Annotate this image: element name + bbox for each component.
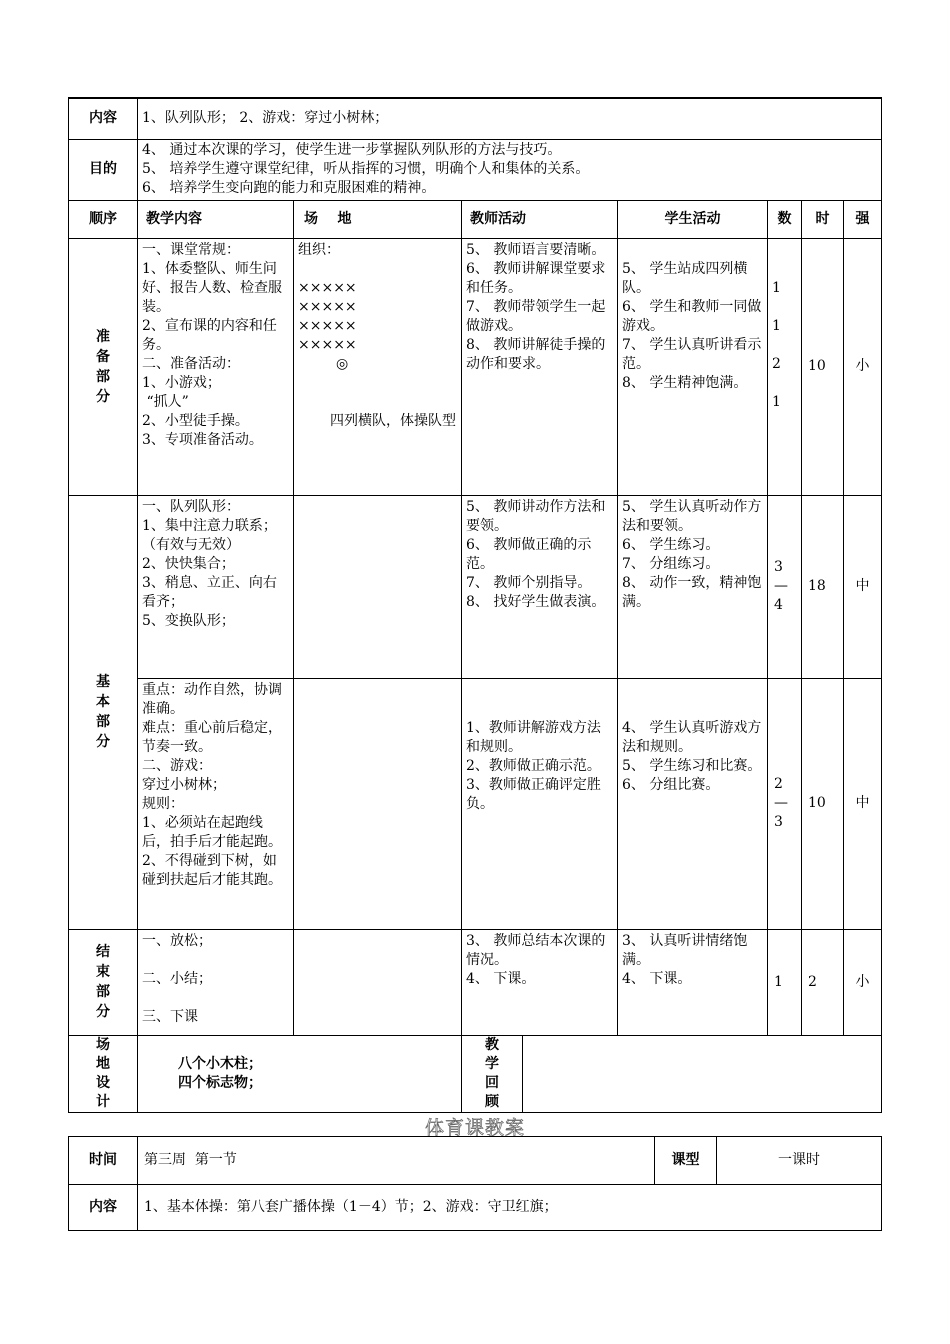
page-caption: 体育课教案: [424, 1117, 525, 1139]
header-teaching-content: 教学内容: [138, 200, 294, 238]
content2-value: 1、基本体操：第八套广播体操（1－4）节；2、游戏：守卫红旗；: [138, 1185, 882, 1231]
header-intensity: 强: [844, 200, 882, 238]
content2-label: 内容: [69, 1185, 138, 1231]
prep-teacher: 5、 教师语言要清晰。 6、 教师讲解课堂要求和任务。 7、 教师带领学生一起做游戏。 8、 教师讲解徒手操的动作和要求。: [462, 238, 618, 495]
basic2-intensity: 中: [844, 678, 882, 929]
end-content: 一、放松； 二、小结； 三、下课: [138, 929, 294, 1035]
basic2-time: 10: [802, 678, 844, 929]
lesson-plan-table: [68, 97, 882, 1113]
header-order: 顺序: [69, 200, 138, 238]
header-time: 时: [802, 200, 844, 238]
prep-counts: 1 1 2 1: [768, 238, 802, 495]
teaching-review-label: 教 学 回 顾: [462, 1036, 523, 1112]
formation-row: ×××××: [298, 298, 357, 315]
end-count: 1: [768, 929, 802, 1035]
basic1-time: 18: [802, 495, 844, 678]
teacher-position-icon: ◎: [336, 355, 349, 372]
end-student: 3、 认真听讲情绪饱满。 4、 下课。: [618, 929, 768, 1035]
basic1-content: 一、队列队形： 1、集中注意力联系； （有效与无效） 2、快快集合； 3、稍息、立正、向右看齐； 5、变换队形；: [138, 495, 294, 678]
formation-row: ×××××: [298, 317, 357, 334]
header-venue: 场 地: [294, 200, 462, 238]
formation-row: ×××××: [298, 279, 357, 296]
end-intensity: 小: [844, 929, 882, 1035]
formation-row: ×××××: [298, 336, 357, 353]
basic1-venue: [294, 495, 462, 678]
basic2-count: 2 — 3: [768, 678, 802, 929]
basic2-student: 4、 学生认真听游戏方法和规则。 5、 学生练习和比赛。 6、 分组比赛。: [618, 678, 768, 929]
venue-note: 四列横队，体操队型: [330, 412, 456, 429]
time-value: 第三周 第一节: [138, 1137, 655, 1185]
prep-intensity: 小: [844, 238, 882, 495]
goal-line: 4、 通过本次课的学习，使学生进一步掌握队列队形的方法与技巧。: [142, 141, 562, 158]
lesson-info-table: [68, 1136, 882, 1231]
teaching-review-body: [523, 1036, 881, 1112]
lesson-type-value: 一课时: [717, 1137, 882, 1185]
header-student-activity: 学生活动: [618, 200, 768, 238]
lesson-type-label: 课型: [655, 1137, 717, 1185]
prep-student: 5、 学生站成四列横队。 6、 学生和教师一同做游戏。 7、 学生认真听讲看示范。 8、 学生精神饱满。: [618, 238, 768, 495]
goal-line: 6、 培养学生变向跑的能力和克服困难的精神。: [142, 179, 436, 196]
content-value: 1、队列队形； 2、游戏：穿过小树林；: [138, 98, 882, 139]
site-design-items: 八个小木柱； 四个标志物；: [138, 1035, 462, 1112]
basic1-intensity: 中: [844, 495, 882, 678]
end-teacher: 3、 教师总结本次课的情况。 4、 下课。: [462, 929, 618, 1035]
end-time: 2: [802, 929, 844, 1035]
basic-section-label: 基 本 部 分: [69, 495, 138, 929]
basic2-teacher: 1、教师讲解游戏方法和规则。 2、教师做正确示范。 3、教师做正确评定胜负。: [462, 678, 618, 929]
prep-time: 10: [802, 238, 844, 495]
goal-label: 目的: [69, 139, 138, 200]
end-venue: [294, 929, 462, 1035]
content-label: 内容: [69, 98, 138, 139]
prep-section-label: 准 备 部 分: [69, 238, 138, 495]
basic1-student: 5、 学生认真听动作方法和要领。 6、 学生练习。 7、 分组练习。 8、 动作一致，精神饱满。: [618, 495, 768, 678]
header-count: 数: [768, 200, 802, 238]
basic2-content: 重点：动作自然，协调准确。 难点：重心前后稳定，节奏一致。 二、游戏： 穿过小树林； 规则： 1、必须站在起跑线后，拍手后才能起跑。 2、不得碰到下树，如碰到扶起后才能其跑。: [138, 678, 294, 929]
end-section-label: 结 束 部 分: [69, 929, 138, 1035]
prep-content: 一、课堂常规： 1、体委整队、师生问好、报告人数、检查服装。 2、宣布课的内容和任务。 二、准备活动： 1、小游戏； “抓人” 2、小型徒手操。 3、专项准备活动。: [138, 238, 294, 495]
basic2-venue: [294, 678, 462, 929]
header-teacher-activity: 教师活动: [462, 200, 618, 238]
basic1-count: 3 — 4: [768, 495, 802, 678]
goal-text: [138, 139, 882, 200]
site-design-label: 场 地 设 计: [69, 1035, 138, 1112]
basic1-teacher: 5、 教师讲动作方法和要领。 6、 教师做正确的示范。 7、 教师个别指导。 8、 找好学生做表演。: [462, 495, 618, 678]
prep-venue: 组织： ××××× ××××× ××××× ××××× ◎ 四列横队，体操队型: [294, 238, 462, 495]
time-label: 时间: [69, 1137, 138, 1185]
goal-line: 5、 培养学生遵守课堂纪律，听从指挥的习惯，明确个人和集体的关系。: [142, 160, 590, 177]
teaching-review: [462, 1035, 882, 1112]
